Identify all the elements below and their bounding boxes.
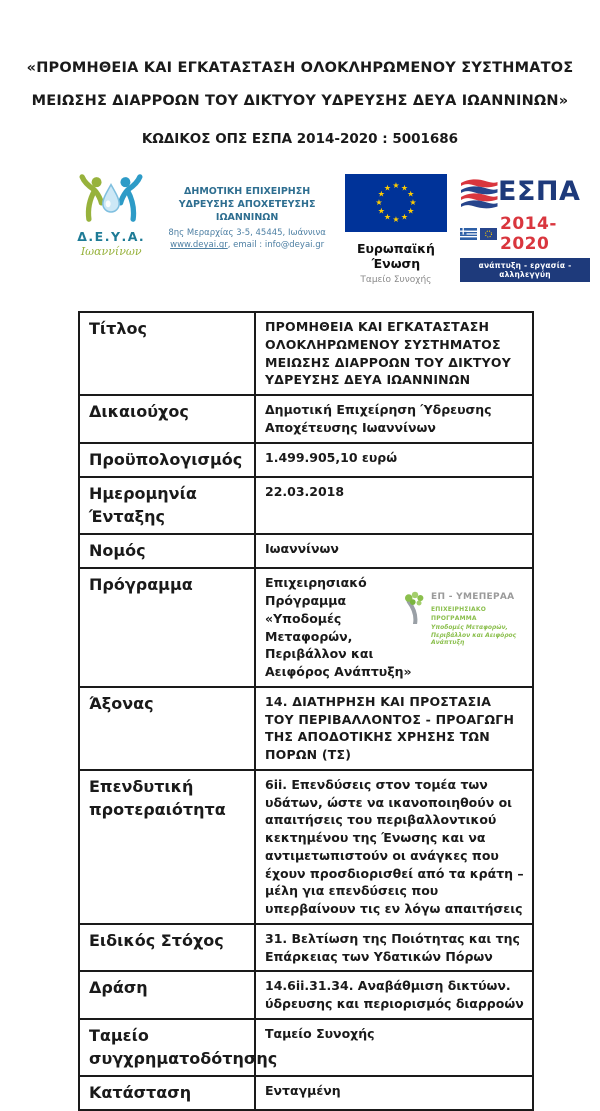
deyai-city: Ιωαννίνων [80, 245, 142, 258]
svg-text:★: ★ [383, 183, 391, 193]
row-value: 31. Βελτίωση της Ποιότητας και της Επάρκειας των Υδατικών Πόρων [265, 930, 520, 964]
row-label: Προϋπολογισμός [80, 444, 256, 476]
row-value: Ιωαννίνων [265, 541, 339, 557]
row-label: Επενδυτική προτεραιότητα [80, 771, 256, 923]
project-title-line2: ΜΕΙΩΣΗΣ ΔΙΑΡΡΟΩΝ ΤΟΥ ΔΙΚΤΥΟΥ ΥΔΡΕΥΣΗΣ ΔΕΥΑ ΙΩΑΝΝΙΝΩΝ» [31, 93, 569, 109]
row-value: Δημοτική Επιχείρηση Ύδρευσης Αποχέτευσης Ιωαννίνων [265, 402, 492, 435]
svg-text:★: ★ [407, 189, 415, 199]
company-contact [162, 240, 331, 250]
row-label: Δικαιούχος [80, 396, 256, 442]
svg-text:★: ★ [392, 181, 400, 190]
company-name-line3: ΙΩΑΝΝΙΝΩΝ [215, 211, 279, 223]
table-row-investment-priority [80, 769, 532, 923]
ymeperaa-desc-line2: Περιβάλλον και Αειφόρος Ανάπτυξη [431, 632, 517, 647]
espa-motto: ανάπτυξη - εργασία - αλληλεγγύη [460, 258, 590, 282]
row-label: Ειδικός Στόχος [80, 925, 256, 971]
svg-text:★: ★ [409, 198, 417, 207]
ymeperaa-desc-line1: Υποδομές Μεταφορών, [431, 624, 508, 632]
table-row-status [80, 1075, 532, 1109]
table-row-entry-date [80, 476, 532, 533]
ymeperaa-subtitle: ΕΠΙΧΕΙΡΗΣΙΑΚΟ ΠΡΟΓΡΑΜΜΑ [431, 606, 487, 622]
row-label: Ταμείο συγχρηματοδότησης [80, 1020, 256, 1075]
company-name-line2: ΥΔΡΕΥΣΗΣ ΑΠΟΧΕΤΕΥΣΗΣ [178, 198, 316, 210]
row-value: 1.499.905,10 ευρώ [265, 449, 398, 465]
row-value: ΠΡΟΜΗΘΕΙΑ ΚΑΙ ΕΓΚΑΤΑΣΤΑΣΗ ΟΛΟΚΛΗΡΩΜΕΝΟΥ ΣΥΣΤΗΜΑΤΟΣ ΜΕΙΩΣΗΣ ΔΙΑΡΡΟΩΝ ΤΟΥ ΔΙΚΤΥΟΥ ΥΔΡΕΥΣΗΣ ΔΕΥΑ ΙΩΑΝΝΙΝΩΝ [265, 319, 511, 388]
row-value-programme [256, 569, 532, 686]
project-title [0, 52, 600, 118]
ymeperaa-tree-icon [402, 590, 428, 646]
svg-text:★: ★ [400, 183, 408, 193]
deyai-figures-drop-icon [73, 209, 149, 228]
row-label: Άξονας [80, 688, 256, 769]
espa-name: ΕΣΠΑ [498, 176, 581, 207]
project-title-line1: «ΠΡΟΜΗΘΕΙΑ ΚΑΙ ΕΓΚΑΤΑΣΤΑΣΗ ΟΛΟΚΛΗΡΩΜΕΝΟΥ ΣΥΣΤΗΜΑΤΟΣ [26, 60, 574, 76]
table-row-budget [80, 442, 532, 476]
eu-title: Ευρωπαϊκή Ένωση [356, 241, 435, 271]
espa-logo [460, 174, 590, 282]
eu-mini-flag-icon [480, 225, 497, 244]
company-address: 8ης Μεραρχίας 3-5, 45445, Ιωάννινα [168, 228, 326, 239]
ymeperaa-title: ΕΠ - ΥΜΕΠΕΡΑΑ [431, 592, 515, 603]
website-link[interactable]: www.deyai.gr [170, 240, 228, 251]
row-value: 6ii. Επενδύσεις στον τομέα των υδάτων, ώστε να ικανοποιηθούν οι απαιτήσεις του περιβαλλοντικού κεκτημένου της Ένωσης και να αντιμετωπιστούν οι ανάγκες που έχουν προσδιορισθεί από τα κράτη – μέλη για επενδύσεις που υπερβαίνουν τις εν λόγω απαιτήσεις [265, 776, 524, 916]
svg-text:★: ★ [377, 206, 385, 216]
row-label: Κατάσταση [80, 1077, 256, 1109]
table-row-beneficiary [80, 394, 532, 442]
svg-text:★: ★ [392, 215, 400, 224]
eu-flag-icon [345, 181, 447, 236]
row-value: Επιχειρησιακό Πρόγραμμα «Υποδομές Μεταφορών, Περιβάλλον και Αειφόρος Ανάπτυξη» [265, 575, 412, 679]
row-label: Πρόγραμμα [80, 569, 256, 686]
espa-waves-icon [460, 177, 498, 213]
ymeperaa-text [431, 590, 524, 646]
svg-text:★: ★ [383, 212, 391, 222]
deyai-acronym: Δ.Ε.Υ.Α. [77, 229, 146, 244]
row-label: Ημερομηνία Ένταξης [80, 478, 256, 533]
row-value: Ενταγμένη [265, 1083, 341, 1099]
table-row-title [80, 313, 532, 394]
eu-block [338, 174, 454, 285]
company-email: , email : info@deyai.gr [227, 240, 325, 251]
document-page [0, 52, 600, 1103]
svg-text:★: ★ [407, 206, 415, 216]
row-value: Ταμείο Συνοχής [265, 1025, 375, 1041]
row-label: Δράση [80, 972, 256, 1018]
row-value: 14.6ii.31.34. Αναβάθμιση δικτύων. ύδρευσης και περιορισμός διαρροών [265, 978, 524, 1011]
eu-fund: Ταμείο Συνοχής [360, 275, 432, 285]
svg-text:★: ★ [377, 189, 385, 199]
row-value: 14. ΔΙΑΤΗΡΗΣΗ ΚΑΙ ΠΡΟΣΤΑΣΙΑ ΤΟΥ ΠΕΡΙΒΑΛΛΟΝΤΟΣ - ΠΡΟΑΓΩΓΗ ΤΗΣ ΑΠΟΔΟΤΙΚΗΣ ΧΡΗΣΗΣ ΤΩΝ ΠΟΡΩΝ (ΤΣ) [265, 693, 515, 762]
table-row-prefecture [80, 533, 532, 567]
company-info [162, 174, 331, 250]
svg-text:★: ★ [375, 198, 383, 207]
espa-period: 2014-2020 [500, 214, 557, 254]
row-label: Τίτλος [80, 313, 256, 394]
table-row-action [80, 970, 532, 1018]
ops-code: ΚΩΔΙΚΟΣ ΟΠΣ ΕΣΠΑ 2014-2020 : 5001686 [141, 131, 459, 147]
greek-flag-icon [460, 225, 477, 244]
row-value: 22.03.2018 [265, 483, 345, 499]
svg-text:★: ★ [400, 212, 408, 222]
company-name-line1: ΔΗΜΟΤΙΚΗ ΕΠΙΧΕΙΡΗΣΗ [184, 186, 311, 197]
company-name [162, 186, 331, 224]
header-logos-row [60, 174, 590, 285]
table-row-cofunding-fund [80, 1018, 532, 1075]
row-label: Νομός [80, 535, 256, 567]
table-row-programme [80, 567, 532, 686]
project-info-table [78, 311, 534, 1111]
table-row-specific-goal [80, 923, 532, 971]
ymeperaa-logo [402, 590, 524, 646]
table-row-axis [80, 686, 532, 769]
deyai-logo [60, 174, 162, 258]
